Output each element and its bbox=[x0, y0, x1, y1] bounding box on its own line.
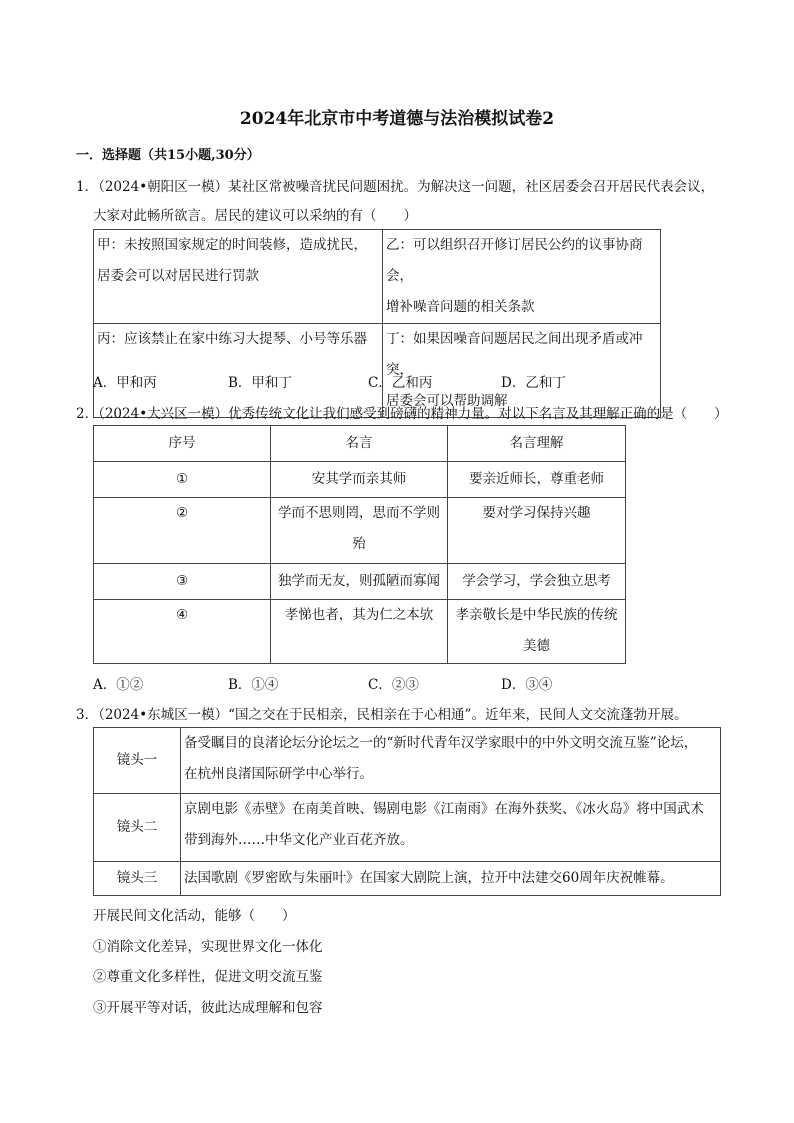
q2-option-b[interactable]: B．①④ bbox=[228, 677, 279, 693]
q3-question-stem: 开展民间文化活动，能够（ ） bbox=[93, 908, 296, 924]
q1-cell-yi bbox=[383, 230, 661, 324]
q1-options bbox=[93, 371, 566, 391]
q1-cell-yi-line1: 乙：可以组织召开修订居民公约的议事协商会， bbox=[386, 237, 643, 284]
q2-row4-no: ④ bbox=[94, 600, 271, 664]
q2-row1-quote: 安其学而亲其师 bbox=[271, 462, 448, 498]
q1-cell-jia-line2: 居委会可以对居民进行罚款 bbox=[97, 268, 259, 284]
q2-stem-line1: 2．（2024•大兴区一模）优秀传统文化让我们感受到磅礴的精神力量。对以下名言及其理解正确的是（ ） bbox=[76, 406, 728, 422]
q3-row3-text: 法国歌剧《罗密欧与朱丽叶》在国家大剧院上演，拉开中法建交60周年庆祝帷幕。 bbox=[181, 862, 721, 896]
q3-stem-line1: 3．（2024•东城区一模）“国之交在于民相亲，民相亲在于心相通”。近年来，民间人文交流蓬勃开展。 bbox=[76, 707, 688, 723]
section-heading: 一．选择题（共15小题,30分） bbox=[76, 148, 260, 163]
q1-option-a[interactable]: A．甲和丙 bbox=[93, 375, 157, 391]
q2-row1-no: ① bbox=[94, 462, 271, 498]
q2-option-d[interactable]: D．③④ bbox=[501, 677, 553, 693]
q2-row4-meaning-line2: 美德 bbox=[523, 638, 550, 654]
q2-row3-quote: 独学而无友，则孤陋而寡闻 bbox=[271, 564, 448, 600]
q1-cell-jia-line1: 甲：未按照国家规定的时间装修，造成扰民， bbox=[97, 237, 367, 253]
q2-header-meaning: 名言理解 bbox=[448, 426, 626, 462]
q2-row3-meaning: 学会学习，学会独立思考 bbox=[448, 564, 626, 600]
q3-row3-label: 镜头三 bbox=[94, 862, 181, 896]
q3-row1-label: 镜头一 bbox=[94, 728, 181, 794]
q1-cell-ding-line2: 居委会可以帮助调解 bbox=[386, 393, 508, 409]
q2-row3-no: ③ bbox=[94, 564, 271, 600]
q1-cell-bing-line1: 丙：应该禁止在家中练习大提琴、小号等乐器 bbox=[97, 331, 367, 347]
q2-header-quote: 名言 bbox=[271, 426, 448, 462]
q1-cell-jia bbox=[94, 230, 383, 324]
q1-option-b[interactable]: B．甲和丁 bbox=[228, 375, 292, 391]
q2-row4-quote: 孝悌也者，其为仁之本欤 bbox=[271, 600, 448, 664]
q2-option-c[interactable]: C．②③ bbox=[368, 677, 419, 693]
q3-row2-label: 镜头二 bbox=[94, 794, 181, 862]
q2-row1-meaning: 要亲近师长，尊重老师 bbox=[448, 462, 626, 498]
q3-row1-text bbox=[181, 728, 721, 794]
q2-row4-meaning-line1: 孝亲敬长是中华民族的传统 bbox=[455, 607, 618, 623]
q3-statement-3: ③开展平等对话，彼此达成理解和包容 bbox=[93, 1000, 323, 1016]
q1-stem-line2: 大家对此畅所欲言。居民的建议可以采纳的有（ ） bbox=[93, 208, 417, 224]
q3-row1-text-line2: 在杭州良渚国际研学中心举行。 bbox=[184, 766, 373, 782]
q1-cell-ding-line1: 丁：如果因噪音问题居民之间出现矛盾或冲突， bbox=[386, 331, 643, 378]
q2-row2-meaning: 要对学习保持兴趣 bbox=[448, 498, 626, 564]
q3-row2-text-line2: 带到海外……中华文化产业百花齐放。 bbox=[184, 832, 414, 848]
q2-row2-quote-line2: 殆 bbox=[352, 536, 366, 552]
q2-row4-meaning bbox=[448, 600, 626, 664]
q2-header-no: 序号 bbox=[94, 426, 271, 462]
q1-stem-line1: 1．（2024•朝阳区一模）某社区常被噪音扰民问题困扰。为解决这一问题，社区居委会召开居民代表会议， bbox=[76, 179, 715, 195]
q1-option-c[interactable]: C．乙和丙 bbox=[368, 375, 433, 391]
q1-option-d[interactable]: D．乙和丁 bbox=[501, 375, 566, 391]
q2-option-a[interactable]: A．①② bbox=[93, 677, 144, 693]
q2-row2-quote bbox=[271, 498, 448, 564]
q2-row2-quote-line1: 学而不思则罔，思而不学则 bbox=[278, 505, 440, 521]
q2-options bbox=[93, 673, 552, 693]
q3-row2-text-line1: 京剧电影《赤壁》在南美首映、锡剧电影《江南雨》在海外获奖、《冰火岛》将中国武术 bbox=[184, 801, 704, 817]
q3-row2-text bbox=[181, 794, 721, 862]
q2-table bbox=[93, 425, 626, 664]
q3-statement-2: ②尊重文化多样性，促进文明交流互鉴 bbox=[93, 969, 323, 985]
q3-statement-1: ①消除文化差异，实现世界文化一体化 bbox=[93, 939, 323, 955]
q2-row2-no: ② bbox=[94, 498, 271, 564]
page-title: 2024年北京市中考道德与法治模拟试卷2 bbox=[239, 109, 555, 129]
q1-cell-yi-line2: 增补噪音问题的相关条款 bbox=[386, 299, 535, 315]
q3-table bbox=[93, 727, 721, 896]
q3-row1-text-line1: 备受瞩目的良渚论坛分论坛之一的“新时代青年汉学家眼中的中外文明交流互鉴”论坛， bbox=[184, 735, 698, 751]
